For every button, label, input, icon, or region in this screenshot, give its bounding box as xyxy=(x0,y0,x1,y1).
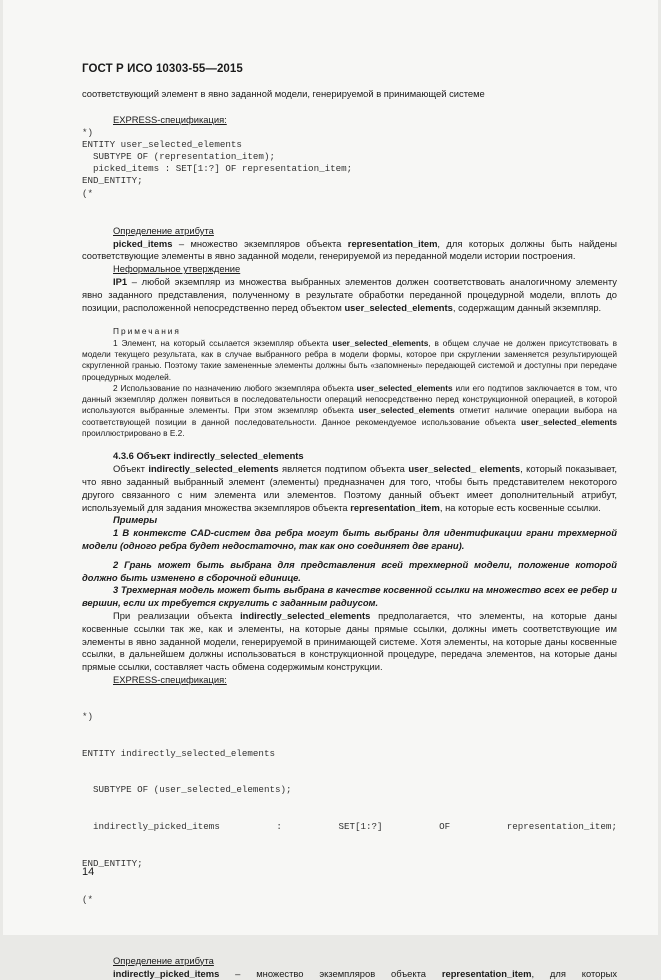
express-code-2: *) ENTITY indirectly_selected_elements SUBTYPE OF (user_selected_elements); indirectly_picked_items : SET[1:?] OF representation_item; END_ENTITY; (* xyxy=(82,711,617,906)
section-paragraph-2: При реализации объекта indirectly_selected_elements предполагается, что элементы, на которые даны косвенные ссылки так же, как и элементы, на которые даны прямые ссылки, должны иметь соответствующие им элементы в явно заданной модели, генерируемой в принимающей системе. Хотя элементы, на которые даны косвенные ссылки, в дальнейшем должны использоваться в конструкционной процедуре, передача элементов, на которые даны прямые ссылки, составляет часть обмена содержимым конструкции. xyxy=(82,609,617,673)
attr-name: picked_items xyxy=(113,237,173,249)
page-number: 14 xyxy=(82,866,95,878)
section-heading: 4.3.6 Объект indirectly_selected_elements xyxy=(113,450,304,462)
examples-title: Примеры xyxy=(113,514,158,526)
note-2: 2 Использование по назначению любого экземпляра объекта user_selected_elements или его подтипов заключается в том, что данный экземпляр должен появиться в последовательности операций непосредственно перед конструкционной операцией, в которой используются выбранные элементы. При этом экземпляр объекта user_selected_elements отметит наличие операции выбора на соответствующей позиции в данной последовательности. Данное рекомендуемое использование объекта user_selected_elements проиллюстрировано в Е.2. xyxy=(82,382,617,439)
example-3: 3 Трехмерная модель может быть выбрана в качестве косвенной ссылки на множество всех ее ребер и вершин, если их требуется скруглить с заданным радиусом. xyxy=(82,584,617,609)
attr-def-title-1: Определение атрибута xyxy=(113,224,214,236)
example-2: 2 Грань может быть выбрана для представления всей трехмерной модели, положение которой должно быть изменено в сборочной единице. xyxy=(82,558,617,583)
express-title-1: EXPRESS-спецификация: xyxy=(113,113,227,125)
document-header: ГОСТ Р ИСО 10303-55—2015 xyxy=(82,63,243,75)
section-paragraph-1: Объект indirectly_selected_elements является подтипом объекта user_selected_ elements, который показывает, что явно заданный выбранный элемент (элементы) предназначен для того, чтобы быть представителем некоторого другого связанного с ним элемента или элементов. Поэтому данный объект имеет дополнительный атрибут, используемый для задания множества экземпляров объекта representation_item, на которые есть косвенные ссылки. xyxy=(82,463,617,513)
page-content xyxy=(82,88,617,980)
attr-def-title-2: Определение атрибута xyxy=(113,954,214,966)
attr-def-text-2: indirectly_picked_items – множество экземпляров объекта representation_item, для которых xyxy=(113,967,618,979)
informal-text: IP1 – любой экземпляр из множества выбранных элементов должен соответствовать аналогичному элементу явно заданного представления, полученному в результате обработки переданной процедурной модели, вплоть до позиции, расположенной непосредственно перед объектом user_selected_elements, содержащим данный экземпляр. xyxy=(82,276,617,313)
document-page xyxy=(3,0,658,979)
informal-title: Неформальное утверждение xyxy=(113,263,241,275)
express-attribute-line: indirectly_picked_items : SET[1:?] OF representation_item; xyxy=(82,820,617,832)
example-1: 1 В контексте CAD-систем два ребра могут быть выбраны для идентификации грани трехмерной модели (одного ребра будет недостаточно, так как оно соединяет две грани). xyxy=(82,527,617,551)
intro-line: соответствующий элемент в явно заданной модели, генерируемой в принимающей системе xyxy=(82,88,485,99)
note-1: 1 Элемент, на который ссылается экземпляр объекта user_selected_elements, в общем случае не должен присутствовать в модели текущего результата, как в случае выбранного ребра в модели формы, которое при скруглении заменяется результирующей скругленной гранью. Поэтому такие замененные элементы должны быть «запомнены» передающей системой и доступны при передаче процедурных моделей. xyxy=(82,337,617,382)
express-code-1: *) ENTITY user_selected_elements SUBTYPE OF (representation_item); picked_items : SET[1:?] OF representation_item; END_ENTITY; (* xyxy=(82,126,353,199)
attr-def-text-1: picked_items – множество экземпляров объекта representation_item, для которых должны быть найдены соответствующие элементы в явно заданной модели, генерируемой из переданной модели истории построения. xyxy=(82,237,617,262)
express-title-2: EXPRESS-спецификация: xyxy=(113,673,227,685)
notes-block xyxy=(82,326,617,439)
notes-title: Примечания xyxy=(113,326,181,337)
